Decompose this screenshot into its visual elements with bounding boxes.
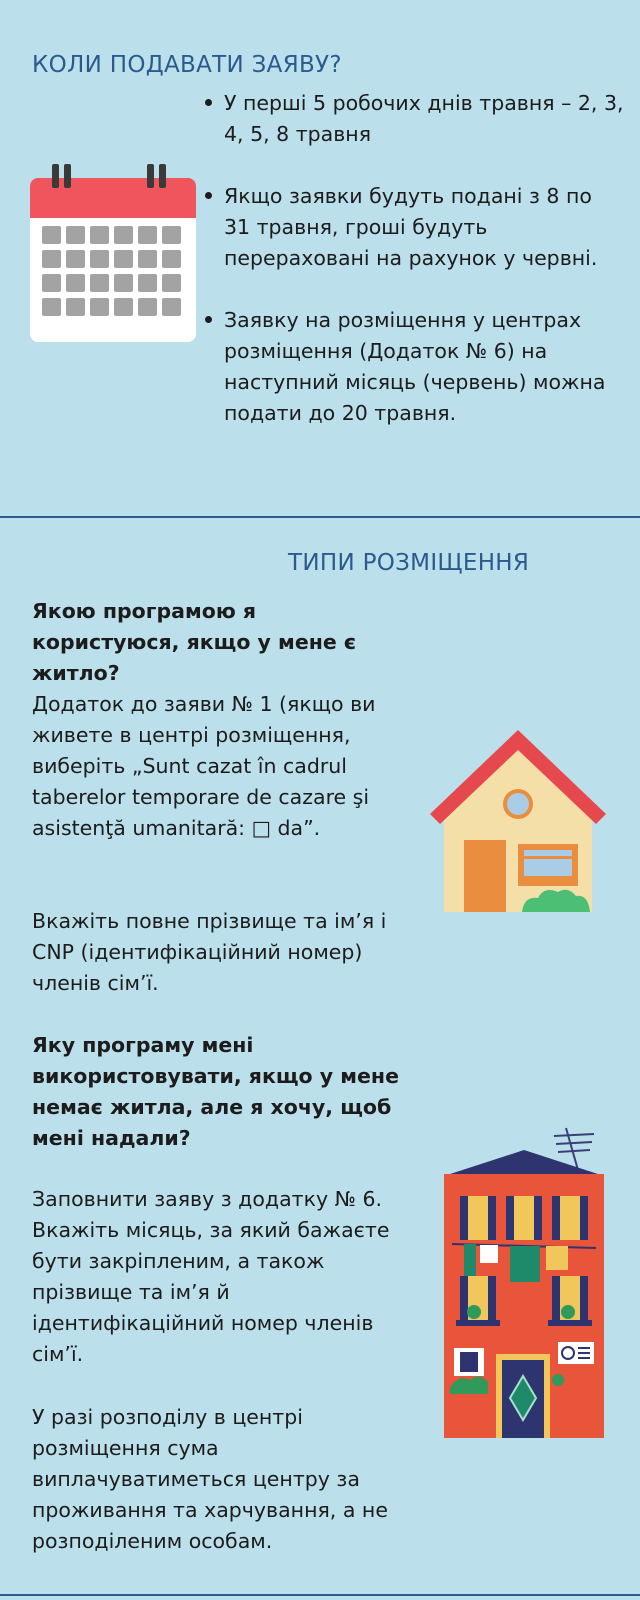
house-icon [430,728,606,914]
apartment-building-icon [444,1126,604,1438]
list-item: Заявку на розміщення у центрах розміщення (Додаток № 6) на наступний місяць (червень) можна подати до 20 травня. [204,305,624,429]
list-item: Якщо заявки будуть подані з 8 по 31 травня, гроші будуть перераховані на рахунок у червні. [204,181,624,274]
section-heading-when-to-apply: КОЛИ ПОДАВАТИ ЗАЯВУ? [32,52,342,78]
answer-no-housing: Заповнити заяву з додатку № 6. Вкажіть місяць, за який бажаєте бути закріпленим, а також прізвище та ім’я й ідентифікаційний номер членів сім’ї. [32,1187,390,1366]
question-no-housing: Яку програму мені використовувати, якщо у мене немає житла, але я хочу, щоб мені надали? [32,1033,399,1150]
section-heading-accommodation-types: ТИПИ РОЗМІЩЕННЯ [288,550,530,576]
section-divider [0,516,640,518]
list-item: У перші 5 робочих днів травня – 2, 3, 4, 5, 8 травня [204,88,624,150]
bottom-divider [0,1594,640,1596]
answer-center-payment: У разі розподілу в центрі розміщення сума виплачуватиметься центру за проживання та харчування, а не розподіленим особам. [32,1405,388,1553]
calendar-icon [30,164,196,344]
answer-family-members: Вкажіть повне прізвище та ім’я і CNP (ідентифікаційний номер) членів сім’ї. [32,909,387,995]
deadline-list [204,88,624,460]
question-have-housing: Якою програмою я користуюся, якщо у мене є житло? [32,599,357,685]
answer-have-housing: Додаток до заяви № 1 (якщо ви живете в центрі розміщення, виберіть „Sunt cazat în cadrul taberelor temporare de cazare şi asistenţă umanitară: □ da”. [32,692,376,840]
